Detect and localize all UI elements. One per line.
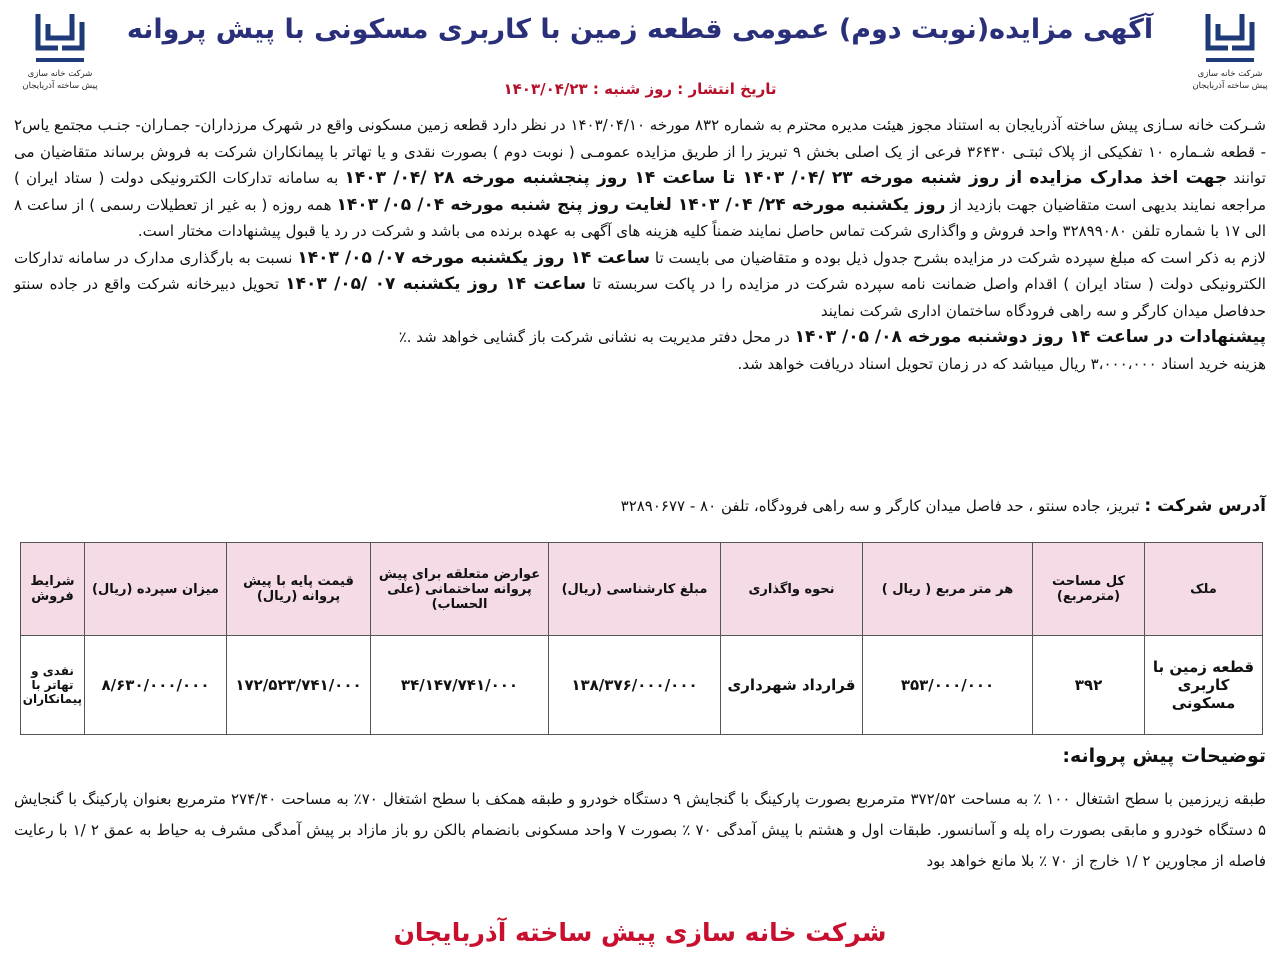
company-logo-left (20, 8, 100, 92)
table-cell: ۸/۶۳۰/۰۰۰/۰۰۰ (85, 636, 227, 735)
company-logo-right (1190, 8, 1270, 92)
document-period-bold: جهت اخذ مدارک مزایده از روز شنبه مورخه ۲۳ /۰۴/ ۱۴۰۳ تا ساعت ۱۴ روز پنجشنبه مورخه ۲۸ /۰۴/ ۱۴۰۳ (344, 168, 1228, 188)
table-cell: ۳۹۲ (1033, 636, 1145, 735)
table-row (21, 636, 1263, 735)
paragraph-3 (14, 324, 1266, 351)
announcement-body (14, 112, 1266, 377)
column-header: هر متر مربع ( ریال ) (863, 543, 1033, 636)
table-cell: ۳۵۳/۰۰۰/۰۰۰ (863, 636, 1033, 735)
column-header: کل مساحت (مترمربع) (1033, 543, 1145, 636)
column-header: قیمت پایه با پیش پروانه (ریال) (227, 543, 371, 636)
text-segment: در محل دفتر مدیریت به نشانی شرکت باز گشایی خواهد شد .٪ (398, 328, 790, 346)
paragraph-4: هزینه خرید اسناد ۳،۰۰۰،۰۰۰ ریال میباشد که در زمان تحویل اسناد دریافت خواهد شد. (737, 354, 1266, 373)
upload-deadline-bold: ساعت ۱۴ روز یکشنبه مورخه ۰۷/ ۰۵/ ۱۴۰۳ (297, 247, 650, 268)
text-segment: تحویل دبیرخانه شرکت واقع در جاده سنتو حدفاصل میدان کارگر و سه راهی فرودگاه ساختمان اداری شرکت نمایند (14, 275, 1266, 320)
logo-caption-line2: پیش ساخته آذربایجان (22, 81, 98, 91)
company-address (14, 496, 1266, 516)
text-segment: به سامانه تدارکات الکترونیکی دولت ( ستاد ایران ) مراجعه نمایند بدیهی است متقاضیان جهت بازدید از (14, 169, 1266, 214)
table-cell: قطعه زمین با کاربری مسکونی (1145, 636, 1263, 735)
opening-date-bold: پیشنهادات در ساعت ۱۴ روز دوشنبه مورخه ۰۸/ ۰۵/ ۱۴۰۳ (794, 327, 1266, 347)
text-segment: لازم به ذکر است که مبلغ سپرده شرکت در مزایده بشرح جدول ذیل بوده و متقاضیان می بایست تا (654, 248, 1266, 267)
column-header: میزان سپرده (ریال) (85, 543, 227, 636)
table-cell: ۱۳۸/۳۷۶/۰۰۰/۰۰۰ (549, 636, 721, 735)
table-cell: ۱۷۲/۵۲۳/۷۴۱/۰۰۰ (227, 636, 371, 735)
column-header: عوارض متعلقه برای پیش پروانه ساختمانی (علی الحساب) (371, 543, 549, 636)
text-segment: نسبت به بارگذاری مدارک در سامانه تدارکات الکترونیکی دولت ( ستاد ایران ) اقدام واصل ضمانت نامه سپرده شرکت در مزایده را در پاکت سربسته تا (14, 248, 1266, 293)
column-header: نحوه واگذاری (721, 543, 863, 636)
publish-date: تاریخ انتشار : روز شنبه : ۱۴۰۳/۰۴/۲۳ (503, 80, 777, 98)
table-header-row (21, 543, 1263, 636)
table-cell: قرارداد شهرداری (721, 636, 863, 735)
notes-text: طبقه زیرزمین با سطح اشتغال ۱۰۰ ٪ به مساحت ۳۷۲/۵۲ مترمربع بصورت پارکینگ با گنجایش ۹ دستگاه خودرو و طبقه همکف با سطح اشتغال ۷۰٪ به مساحت ۲۷۴/۴۰ مترمربع بعنوان پارکینگ با گنجایش ۵ دستگاه خودرو و مابقی بصورت راه پله و آسانسور. طبقات اول و هشتم با پیش آمدگی ۷۰ ٪ بصورت ۷ واحد مسکونی بانضمام بالکن رو باز مازاد بر پیش آمدگی مشرف به حیاط به عمق ۲ /۱ با رعایت فاصله از مجاورین ۲ /۱ خارج از ۷۰ ٪ بلا مانع خواهد بود (14, 790, 1267, 870)
table-cell: ۳۴/۱۴۷/۷۴۱/۰۰۰ (371, 636, 549, 735)
text-segment: همه روزه ( به غیر از تعطیلات رسمی ) از ساعت ۸ الی ۱۷ با شماره تلفن ۳۲۸۹۹۰۸۰ واحد فروش و واگذاری شرکت تماس حاصل نمایند ضمناً کلیه هزینه های آگهی به عهده برنده می باشد و شرکت در رد یا قبول پیشنهادات مختار است. (14, 195, 1266, 240)
logo-caption-line1: شرکت خانه سازی (1197, 69, 1263, 79)
page-title: آگهی مزایده(نوبت دوم) عمومی قطعه زمین با کاربری مسکونی با پیش پروانه (126, 14, 1154, 45)
company-logo-icon (1202, 8, 1258, 68)
paragraph-2 (14, 245, 1266, 325)
table-cell: نقدی و تهاتر با پیمانکاران (21, 636, 85, 735)
paragraph-1 (14, 112, 1266, 245)
logo-caption-line2: پیش ساخته آذربایجان (1192, 81, 1268, 91)
text-segment: شـرکت خانه سـازی پیش ساخته آذربایجان به استناد مجوز هیئت مدیره محترم به شماره ۸۳۲ مورخه ۱۴۰۳/۰۴/۱۰ در نظر دارد قطعه زمین مسکونی واقع در شهرک مرزداران- جمـاران- جنـب مجتمع یاس۲ - قطعه شـماره ۱۰ تفکیکی از پلاک ثبتـی ۳۶۴۳۰ فرعی از یک اصلی بخش ۹ تبریز را از طریق مزایده عمومـی ( نوبت دوم ) بصورت نقدی و یا تهاتر با پیمانکاران شرکت به فروش برساند متقاضیان می توانند (14, 116, 1266, 187)
address-label: آدرس شرکت : (1144, 496, 1266, 516)
auction-table (20, 542, 1263, 735)
delivery-deadline-bold: ساعت ۱۴ روز یکشنبه ۰۷ /۰۵/ ۱۴۰۳ (285, 274, 587, 294)
footer-company-name: شرکت خانه سازی پیش ساخته آذربایجان (393, 918, 887, 947)
address-text: تبریز، جاده سنتو ، حد فاصل میدان کارگر و سه راهی فرودگاه، تلفن ۸۰ - ۳۲۸۹۰۶۷۷ (620, 497, 1140, 515)
column-header: مبلغ کارشناسی (ریال) (549, 543, 721, 636)
logo-caption-line1: شرکت خانه سازی (27, 69, 93, 79)
column-header: ملک (1145, 543, 1263, 636)
visit-period-bold: روز یکشنبه مورخه ۲۴/ ۰۴/ ۱۴۰۳ لغایت روز پنج شنبه مورخه ۰۴/ ۰۵/ ۱۴۰۳ (336, 194, 946, 215)
notes-title: توضیحات پیش پروانه: (1062, 745, 1266, 767)
company-logo-icon (32, 8, 88, 68)
column-header: شرایط فروش (21, 543, 85, 636)
